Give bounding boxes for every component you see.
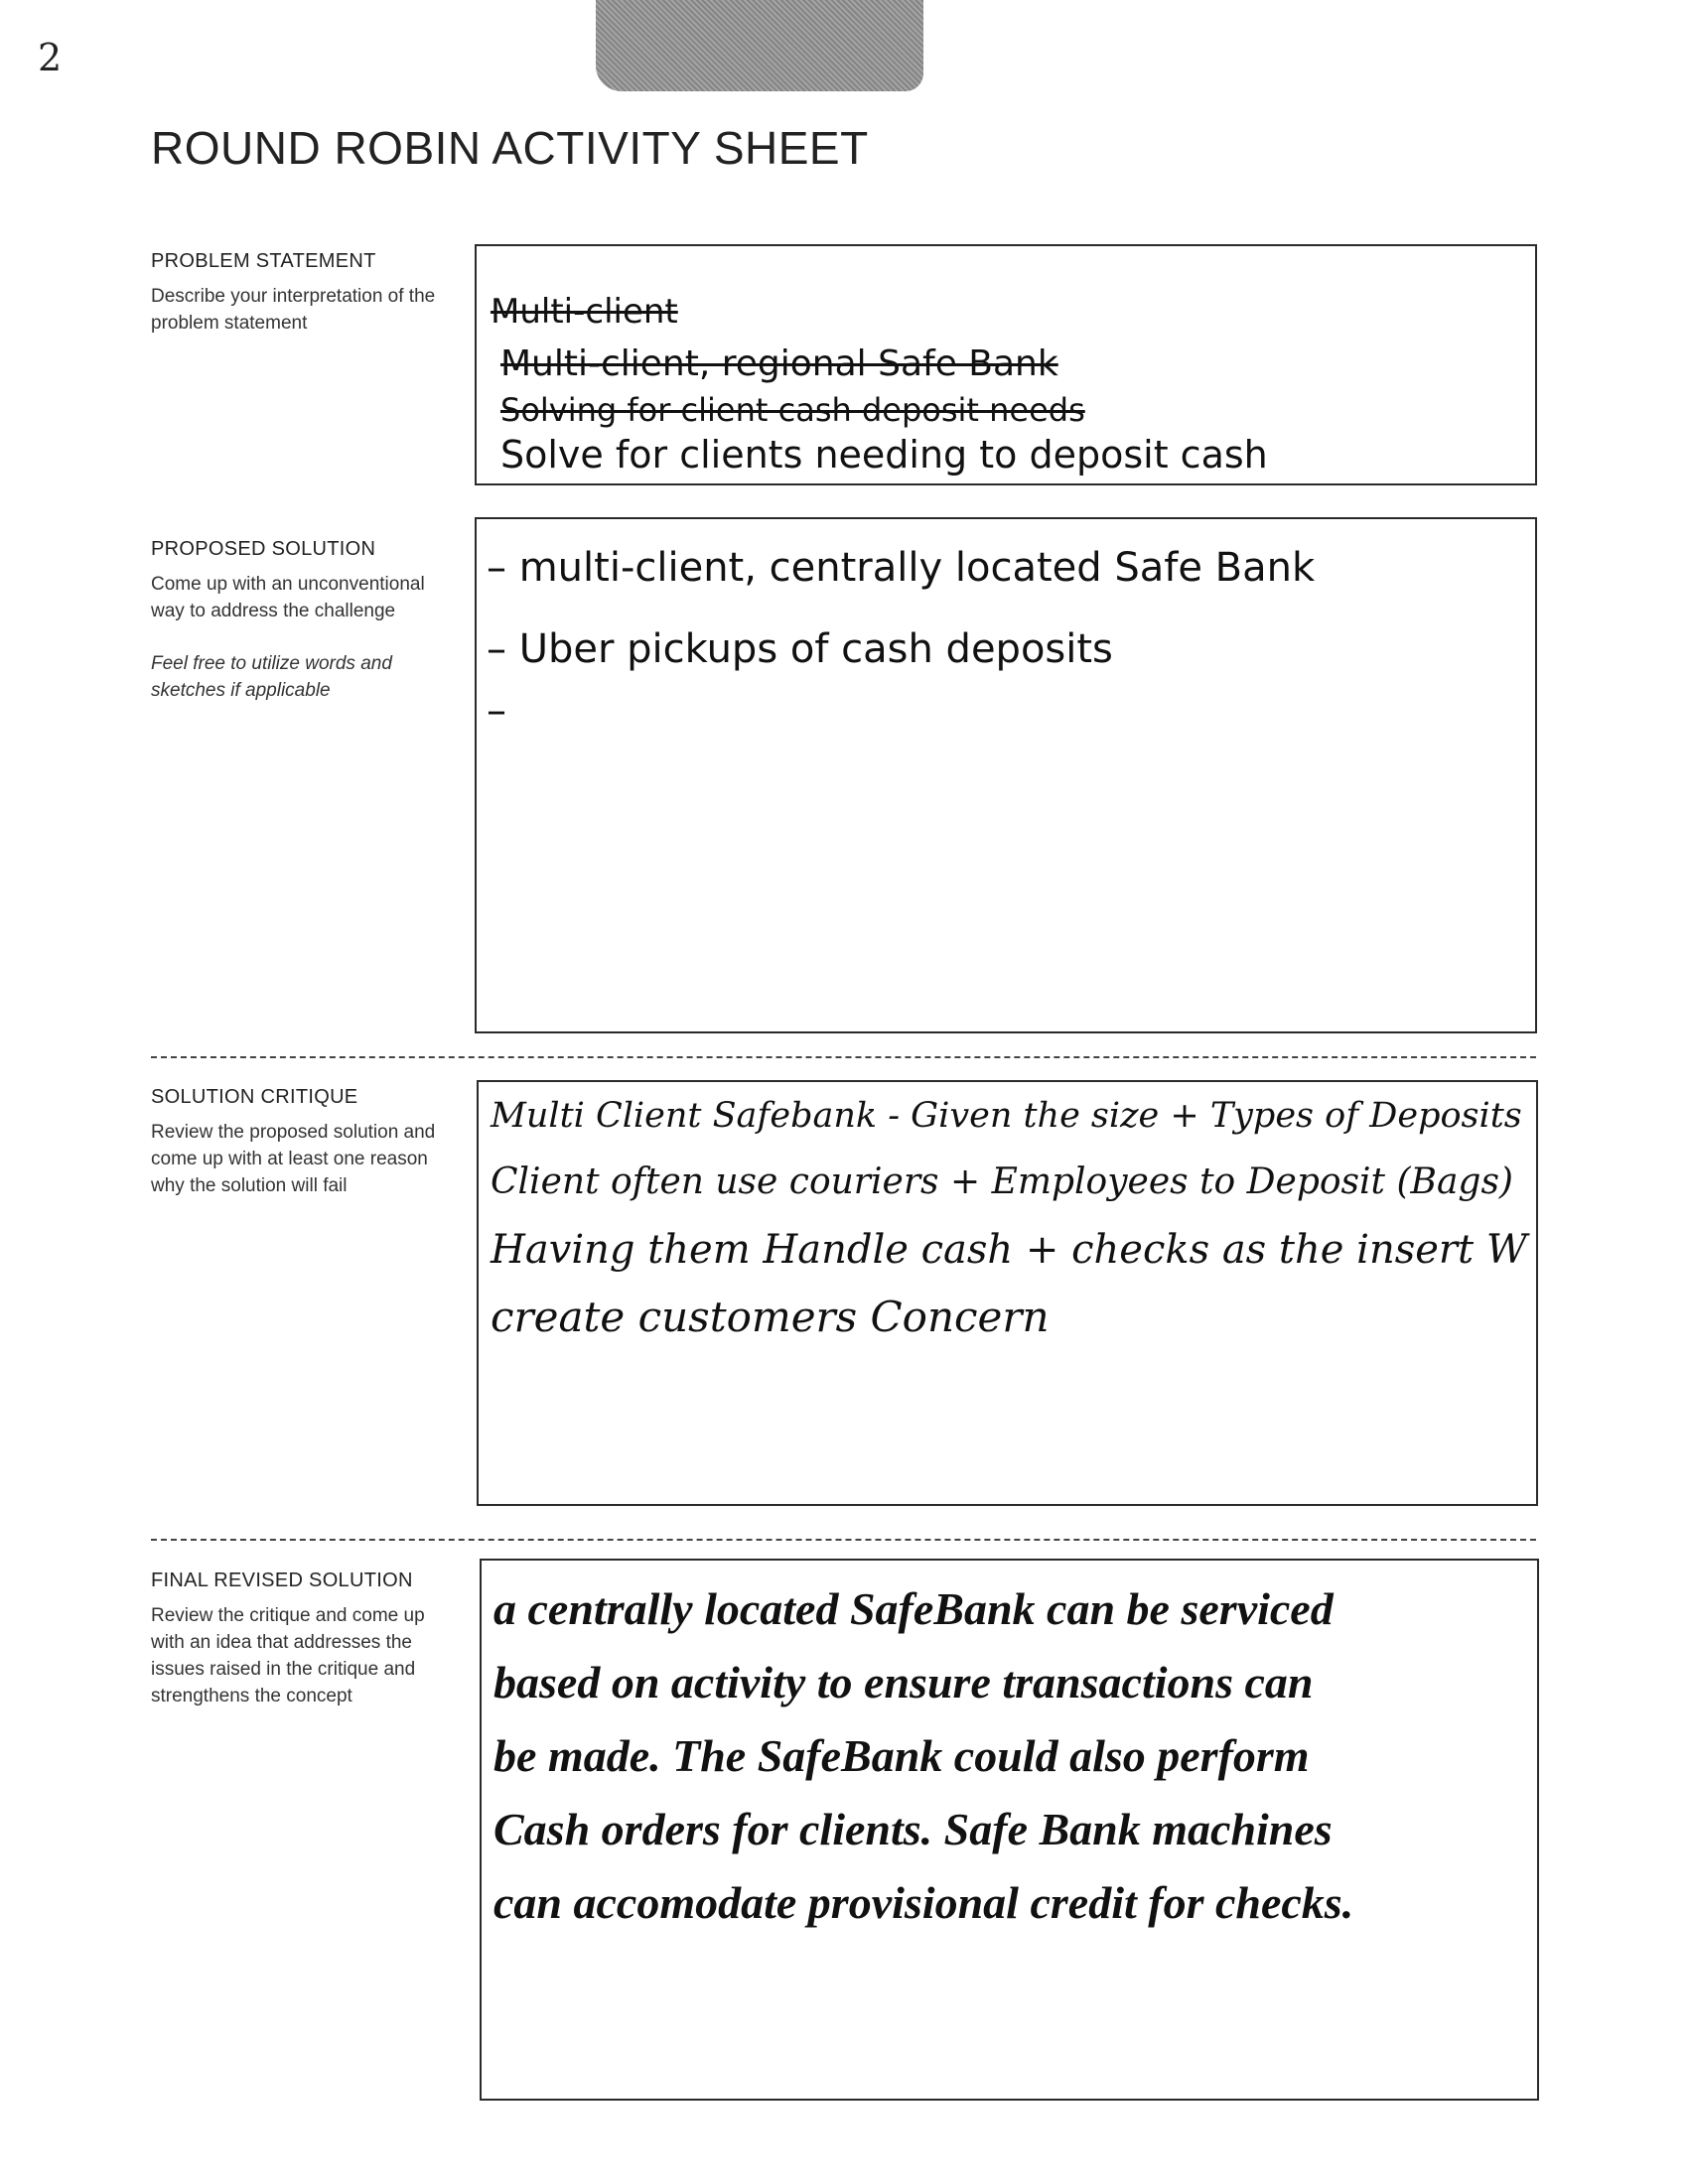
proposed-line-1: – multi-client, centrally located Safe Bank (487, 545, 1316, 591)
proposed-solution-heading: PROPOSED SOLUTION (151, 538, 376, 560)
problem-line-3: Solving for client cash deposit needs (500, 391, 1085, 429)
final-revised-solution-heading: FINAL REVISED SOLUTION (151, 1570, 413, 1591)
final-revised-solution-box[interactable] (480, 1559, 1539, 2101)
sheet-title: ROUND ROBIN ACTIVITY SHEET (151, 122, 869, 174)
problem-statement-box[interactable] (475, 244, 1537, 485)
problem-line-1: Multi-client (491, 292, 678, 332)
problem-line-4: Solve for clients needing to deposit cash (500, 433, 1268, 477)
tape-mark (596, 0, 923, 91)
section-divider (151, 1539, 1536, 1541)
page-number: 2 (38, 36, 63, 79)
problem-statement-heading: PROBLEM STATEMENT (151, 250, 376, 272)
problem-statement-label (151, 250, 439, 337)
final-line-3: be made. The SafeBank could also perform (493, 1730, 1310, 1781)
proposed-solution-box[interactable] (475, 517, 1537, 1033)
final-line-2: based on activity to ensure transactions can (493, 1657, 1314, 1707)
solution-critique-description: Review the proposed solution and come up with at least one reason why the solution will fail (151, 1122, 436, 1196)
proposed-solution-label (151, 538, 439, 704)
solution-critique-box[interactable] (477, 1080, 1538, 1506)
final-line-4: Cash orders for clients. Safe Bank machines (493, 1804, 1333, 1854)
final-revised-solution-label (151, 1570, 439, 1709)
critique-line-2: Client often use couriers + Employees to Deposit (Bags) (491, 1161, 1513, 1202)
proposed-solution-note: Feel free to utilize words and sketches if applicable (151, 653, 392, 701)
proposed-solution-description: Come up with an unconventional way to address the challenge (151, 574, 425, 621)
solution-critique-heading: SOLUTION CRITIQUE (151, 1086, 358, 1108)
final-line-5: can accomodate provisional credit for checks. (493, 1877, 1354, 1928)
critique-line-1: Multi Client Safebank - Given the size + Types of Deposits (491, 1096, 1522, 1136)
section-divider (151, 1056, 1536, 1058)
final-line-1: a centrally located SafeBank can be serviced (493, 1583, 1334, 1634)
final-revised-solution-description: Review the critique and come up with an idea that addresses the issues raised in the critique and strengthens the concept (151, 1605, 425, 1706)
critique-line-3: Having them Handle cash + checks as the insert W (491, 1227, 1527, 1273)
problem-statement-description: Describe your interpretation of the problem statement (151, 286, 436, 334)
critique-line-4: create customers Concern (491, 1293, 1050, 1341)
solution-critique-label (151, 1086, 439, 1199)
proposed-line-2: – Uber pickups of cash deposits (487, 626, 1113, 672)
proposed-line-3: – (487, 688, 506, 734)
problem-line-2: Multi-client, regional Safe Bank (500, 343, 1058, 384)
